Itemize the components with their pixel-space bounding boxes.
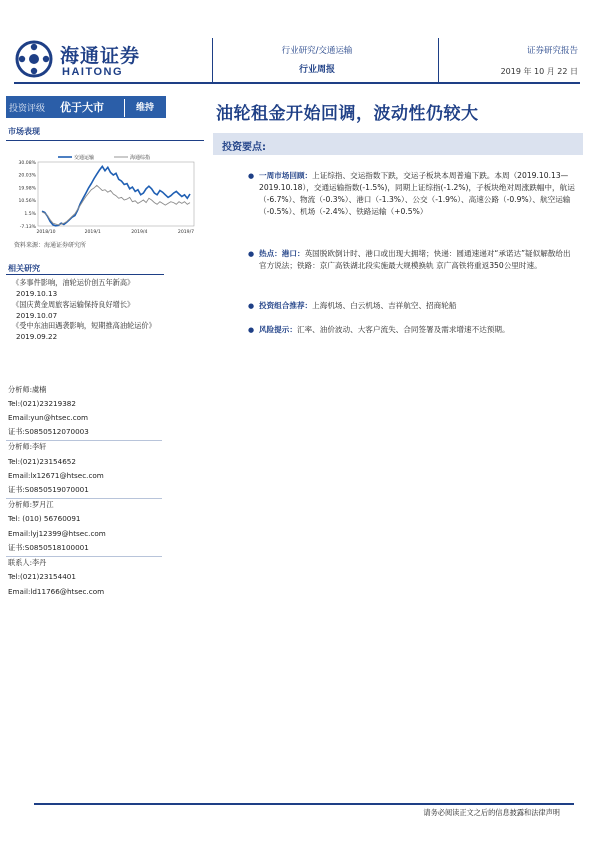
x-tick-label: 2019/4	[131, 230, 148, 235]
logo-cn-text: 海通证券	[60, 45, 141, 67]
analyst-email[interactable]: Email:lx12671@htsec.com	[8, 471, 104, 480]
related-item-title[interactable]: 《受中东油田遇袭影响，短期推高油轮运价》	[12, 321, 156, 330]
bullet-text: 上证综指、交运指数下跌，交运子板块本周普遍下跌。本周（2019.10.13—2019.10.18），交通运输指数(-1.5%)，同期上证综指(-1.2%)，子板块绝对周涨跌幅中，航运（-6.7%）、物流（-0.3%）、港口（-1.3%）、公交（-1.9%）、高速公路（-0.9%）、航空运输（-0.5%）、机场（-2.4%）、铁路运输（+0.5%）	[259, 171, 575, 216]
rating-value: 优于大市	[60, 101, 104, 114]
rating-label: 投资评级	[9, 104, 46, 114]
analyst-email[interactable]: Email:lyj12399@htsec.com	[8, 529, 106, 538]
footer-rule	[34, 803, 574, 805]
bullet-icon: ●	[248, 250, 255, 258]
bullet-lead: 风险提示：	[259, 325, 297, 334]
analyst-tel: Tel:(021)23154652	[8, 457, 76, 466]
analyst-separator	[6, 498, 162, 499]
key-points-title: 投资要点:	[222, 142, 266, 153]
analyst-separator	[6, 556, 162, 557]
y-tick-label: -7.13%	[19, 224, 36, 230]
haitong-logo-icon	[14, 40, 54, 78]
x-tick-label: 2019/7	[177, 230, 195, 235]
related-item[interactable]	[12, 277, 162, 299]
footer-disclaimer: 请务必阅读正文之后的信息披露和法律声明	[423, 808, 560, 817]
related-item-date: 2019.09.22	[16, 332, 58, 341]
analyst-name: 分析师:李轩	[8, 442, 47, 451]
related-item-title[interactable]: 《多事件影响，油轮运价创五年新高》	[12, 278, 135, 287]
report-category: 行业研究/交通运输	[281, 46, 353, 56]
analyst-tel: Tel: (010) 56760091	[8, 514, 81, 523]
related-section-title: 相关研究	[8, 264, 40, 273]
y-tick-label: 19.98%	[18, 186, 36, 192]
bullet-risk	[259, 324, 577, 336]
analyst-separator	[6, 440, 162, 441]
analyst-name: 分析师:罗月江	[8, 500, 54, 509]
market-rule	[6, 140, 204, 141]
y-tick-label: 1.5%	[24, 212, 36, 217]
bullet-portfolio	[259, 300, 577, 312]
analyst-email[interactable]: Email:yun@htsec.com	[8, 413, 89, 422]
key-points-bar	[213, 133, 583, 155]
bullet-icon: ●	[248, 302, 255, 310]
x-tick-label: 2018/10	[36, 230, 56, 235]
header-divider	[438, 38, 439, 82]
bullet-market-review	[259, 170, 577, 218]
related-rule	[6, 274, 164, 275]
analyst-cert: 证书:S0850512070003	[8, 427, 89, 436]
related-item[interactable]	[12, 299, 162, 321]
logo-en-text: HAITONG	[62, 66, 124, 78]
analyst-cert: 证书:S0850518100001	[8, 543, 89, 552]
market-section-title: 市场表现	[8, 127, 40, 136]
bullet-hotspot	[259, 248, 577, 272]
bullet-text: 上海机场、白云机场、吉祥航空、招商轮船	[312, 301, 457, 310]
market-performance-chart	[10, 152, 200, 236]
related-item-title[interactable]: 《国庆黄金周旅客运输保持良好增长》	[12, 300, 135, 309]
bullet-lead: 热点：港口：	[259, 249, 305, 258]
analyst-cert: 证书:S0850519070001	[8, 485, 89, 494]
report-date: 2019 年 10 月 22 日	[500, 67, 578, 76]
analyst-name: 分析师:虞楠	[8, 385, 47, 394]
bullet-text: 英国脱欧倒计时、港口或出现大拥堵；快递：圆通速递对“承诺达”疑似解散给出官方说法；铁路：京广高铁湖北段实施最大规模换轨 京广高铁将重返350公里时速。	[259, 249, 571, 270]
legend-label: 海通综指	[130, 154, 151, 161]
chart-plot-frame	[38, 162, 194, 226]
y-tick-label: 30.08%	[18, 160, 36, 166]
x-tick-label: 2019/1	[84, 230, 101, 235]
report-kind: 行业周报	[298, 65, 335, 75]
header-divider	[212, 38, 213, 82]
rating-action: 维持	[136, 103, 155, 113]
contact-email[interactable]: Email:ld11766@htsec.com	[8, 587, 105, 596]
analyst-tel: Tel:(021)23219382	[8, 399, 76, 408]
contact-name: 联系人:李丹	[8, 558, 47, 567]
rating-divider	[124, 99, 125, 117]
bullet-lead: 投资组合推荐：	[259, 301, 313, 310]
related-item[interactable]	[12, 320, 164, 342]
report-type: 证券研究报告	[526, 46, 578, 56]
bullet-icon: ●	[248, 172, 255, 180]
chart-source: 资料来源：海通证券研究所	[14, 242, 87, 249]
bullet-icon: ●	[248, 326, 255, 334]
y-tick-label: 10.56%	[18, 199, 36, 205]
series-line	[42, 185, 190, 225]
y-tick-label: 20.03%	[18, 173, 36, 179]
related-item-date: 2019.10.07	[16, 311, 58, 320]
contact-tel: Tel:(021)23154401	[8, 572, 76, 581]
bullet-text: 汇率、油价波动、大客户流失、合同签署及需求增速不达预期。	[296, 325, 510, 334]
header-rule	[14, 82, 580, 84]
bullet-lead: 一周市场回顾：	[259, 171, 313, 180]
related-item-date: 2019.10.13	[16, 289, 58, 298]
legend-label: 交通运输	[74, 154, 95, 161]
report-title: 油轮租金开始回调，波动性仍较大	[216, 104, 479, 124]
